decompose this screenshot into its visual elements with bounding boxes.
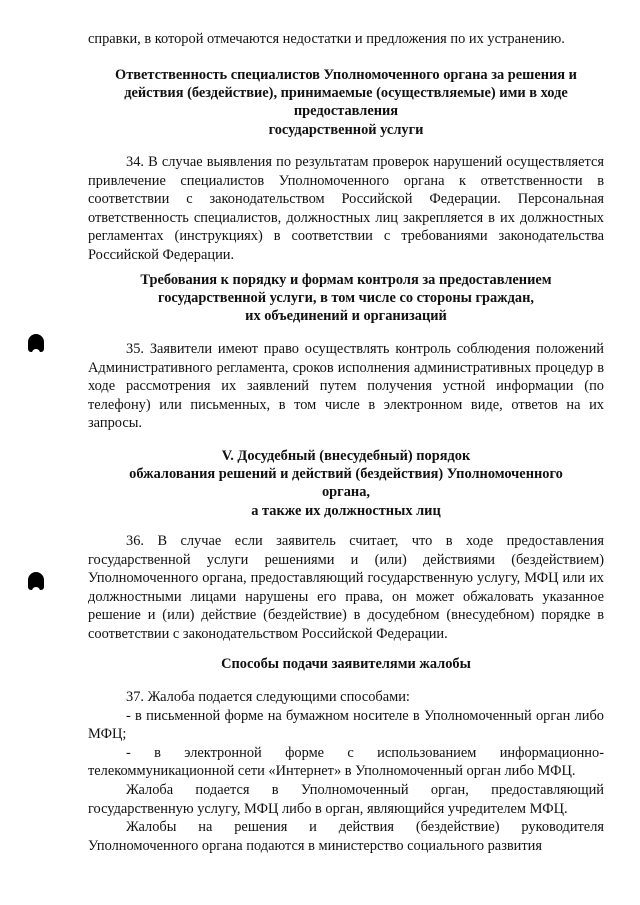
paragraph-text: 34. В случае выявления по результатам проверок нарушений осуществляется привлечение специалистов Уполномоченного органа к ответственности в соответствии с законодательством Российской Федерации. Персональная ответственность специалистов, должностных лиц закрепляется в их должностных регламентах (инструкциях) в соответствии с требованиями законодательства Российской Федерации. — [88, 154, 604, 263]
heading-line: предоставления — [293, 103, 399, 120]
paragraph-35 — [88, 340, 604, 433]
paragraph-text: 36. В случае если заявитель считает, что в ходе предоставления государственной услуги решениями и (или) действиями (бездействием) Уполномоченного органа, предоставляющий государственную услугу, МФЦ или их должностными лицами нарушены его права, он может обжаловать указанное решение и (или) действие (бездействие) в досудебном (внесудебном) порядке в соответствии с законодательством Российской Федерации. — [88, 533, 604, 642]
heading-line: обжалования решений и действий (бездействия) Уполномоченного — [129, 466, 563, 483]
paragraph-text: 37. Жалоба подается следующими способами: — [126, 689, 410, 705]
heading-line: Ответственность специалистов Уполномоченного органа за решения и — [115, 67, 577, 83]
heading-line: их объединений и организаций — [245, 308, 447, 325]
binder-hole-mark — [28, 334, 44, 352]
list-item: - в электронной форме с использованием информационно-телекоммуникационной сети «Интернет» в Уполномоченный орган либо МФЦ. — [88, 744, 604, 780]
paragraph-37 — [88, 688, 604, 855]
heading-line: Требования к порядку и формам контроля за предоставлением — [140, 272, 552, 288]
list-item: - в письменной форме на бумажном носителе в Уполномоченный орган либо МФЦ; — [88, 707, 604, 743]
heading-line: действия (бездействие), принимаемые (осуществляемые) ими в ходе — [124, 85, 568, 102]
heading-appeal-procedure — [88, 447, 604, 520]
paragraph-text: Жалобы на решения и действия (бездействие) руководителя Уполномоченного органа подаются в министерство социального развития — [88, 819, 604, 854]
heading-line: органа, — [321, 484, 370, 501]
heading-responsibility — [88, 66, 604, 139]
continuation-line: справки, в которой отмечаются недостатки и предложения по их устранению. — [88, 31, 565, 47]
heading-line: государственной услуги, в том числе со стороны граждан, — [158, 290, 534, 307]
heading-line: Способы подачи заявителями жалобы — [221, 656, 471, 672]
paragraph-36 — [88, 532, 604, 644]
heading-line: государственной услуги — [268, 121, 424, 138]
paragraph-34 — [88, 153, 604, 265]
paragraph-text: 35. Заявители имеют право осуществлять контроль соблюдения положений Административного регламента, сроков исполнения административных процедур в ходе рассмотрения их заявлений путем получения устной информации (по телефону) или письменных, в том числе в электронном виде, ответов на их запросы. — [88, 341, 604, 432]
heading-control-requirements — [88, 271, 604, 326]
heading-line: V. Досудебный (внесудебный) порядок — [221, 448, 471, 464]
heading-line: а также их должностных лиц — [251, 502, 441, 519]
heading-complaint-methods — [88, 655, 604, 673]
binder-hole-mark — [28, 572, 44, 590]
paragraph-text: Жалоба подается в Уполномоченный орган, предоставляющий государственную услугу, МФЦ либо в орган, являющийся учредителем МФЦ. — [88, 781, 604, 817]
